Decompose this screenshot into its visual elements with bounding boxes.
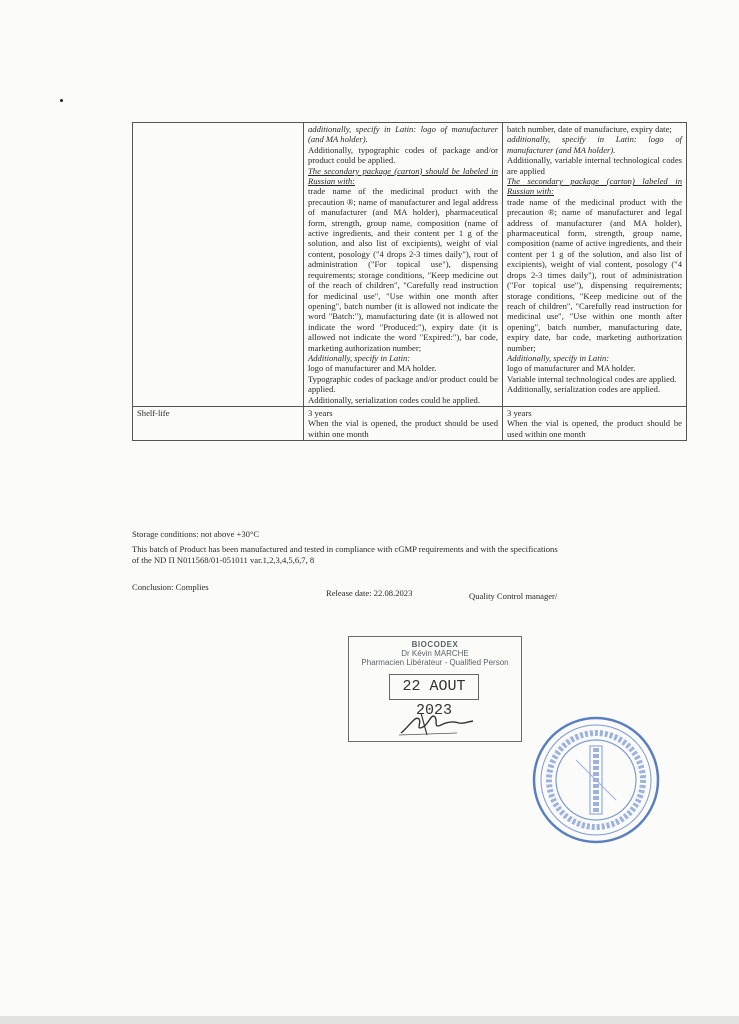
cell-text: additionally, specify in Latin: logo of manufacturer (and MA holder). — [507, 134, 682, 155]
batch-statement-line: This batch of Product has been manufactured and tested in compliance with cGMP requirements and with the specifications — [132, 544, 558, 554]
scan-bottom-edge — [0, 1016, 739, 1024]
cell-text: Additionally, specify in Latin: — [308, 352, 411, 363]
batch-statement-line: of the ND П N011568/01-051011 var.1,2,3,4,5,6,7, 8 — [132, 555, 315, 565]
cell-text: The secondary package (carton) labeled in Russian with: — [507, 176, 682, 197]
cell-text: When the vial is opened, the product should be used within one month — [308, 418, 498, 439]
table-cell-result — [503, 123, 687, 407]
signature-icon — [397, 709, 477, 737]
cell-text: Typographic codes of package and/or product could be applied. — [308, 373, 498, 395]
cell-text: Additionally, typographic codes of package and/or product could be applied. — [308, 144, 498, 166]
cell-text: 3 years — [308, 407, 333, 418]
release-date: Release date: 22.08.2023 — [326, 588, 413, 598]
cell-text: 3 years — [507, 407, 532, 418]
cell-text: additionally, specify in Latin: logo of manufacturer (and MA holder). — [308, 124, 498, 145]
cell-text: Additionally, variable internal technological codes are applied — [507, 155, 682, 176]
cell-text: logo of manufacturer and MA holder. — [507, 363, 636, 374]
qc-manager-label: Quality Control manager/ — [469, 591, 558, 601]
table-cell-specification — [304, 406, 503, 440]
scan-dot — [60, 99, 63, 102]
qualified-person-stamp — [348, 636, 522, 742]
cell-text: logo of manufacturer and MA holder. — [308, 363, 437, 374]
cell-text: trade name of the medicinal product with the precaution ®; name of manufacturer and legal address of manufacturer (and MA holder), pharmaceutical form, strength, group name, composition (name of active ingredients, and their content per 1 g of the solution, and also list of excipients), weight of vial content, posology ("4 drops 2-3 times daily"), rout of administration ("For topical use"), dispensing requirements; storage conditions, "Keep medicine out of the reach of children", "Carefully read instruction for medicinal use", "Use within one month after opening", batch number, manufacturing date, expiry date, bar code, marketing authorization number; — [507, 196, 682, 353]
cell-text: trade name of the medicinal product with the precaution ®; name of manufacturer and legal address of manufacturer (and MA holder), pharmaceutical form, strength, group name, composition (name of active ingredients, and their content per 1 g of the solution, and also list of excipients), weight of vial content, posology ("4 drops 2-3 times daily"), rout of administration ("For topical use"), dispensing requirements; storage conditions, "Keep medicine out of the reach of children", "Carefully read instruction for medicinal use", "Use within one month after opening", batch number (it is allowed not indicate the word "Batch:"), manufacturing date (it is allowed not indicate the word "Produced:"), expiry date (it is allowed not indicate the word "Expired:"), bar code, marketing authorization number; — [308, 186, 498, 353]
stamp-title: Pharmacien Libérateur - Qualified Person — [361, 658, 509, 667]
cell-text: The secondary package (carton) should be labeled in Russian with: — [308, 165, 498, 187]
conclusion: Conclusion: Complies — [132, 582, 209, 592]
cell-text: Additionally, specify in Latin: — [507, 352, 610, 363]
cell-text: When the vial is opened, the product should be used within one month — [507, 418, 682, 439]
table-row — [133, 406, 687, 440]
table-row — [133, 123, 687, 407]
cell-text: batch number, date of manufacture, expiry date; — [507, 124, 672, 134]
cell-text: Variable internal technological codes are applied. — [507, 373, 677, 384]
specification-table — [132, 122, 687, 441]
round-seal-icon — [530, 714, 662, 846]
stamp-name: Dr Kévin MARCHE — [401, 649, 469, 658]
table-cell-specification — [304, 123, 503, 407]
stamp-date: 22 AOUT 2023 — [389, 674, 479, 700]
storage-conditions: Storage conditions: not above +30°C — [132, 529, 260, 539]
cell-text: Additionally, serialization codes are applied. — [507, 384, 661, 395]
table-cell-result — [503, 406, 687, 440]
table-cell-parameter: Shelf-life — [133, 406, 304, 440]
cell-text: Additionally, serialization codes could be applied. — [308, 394, 480, 405]
stamp-company: BIOCODEX — [411, 640, 459, 649]
table-cell-parameter — [133, 123, 304, 407]
